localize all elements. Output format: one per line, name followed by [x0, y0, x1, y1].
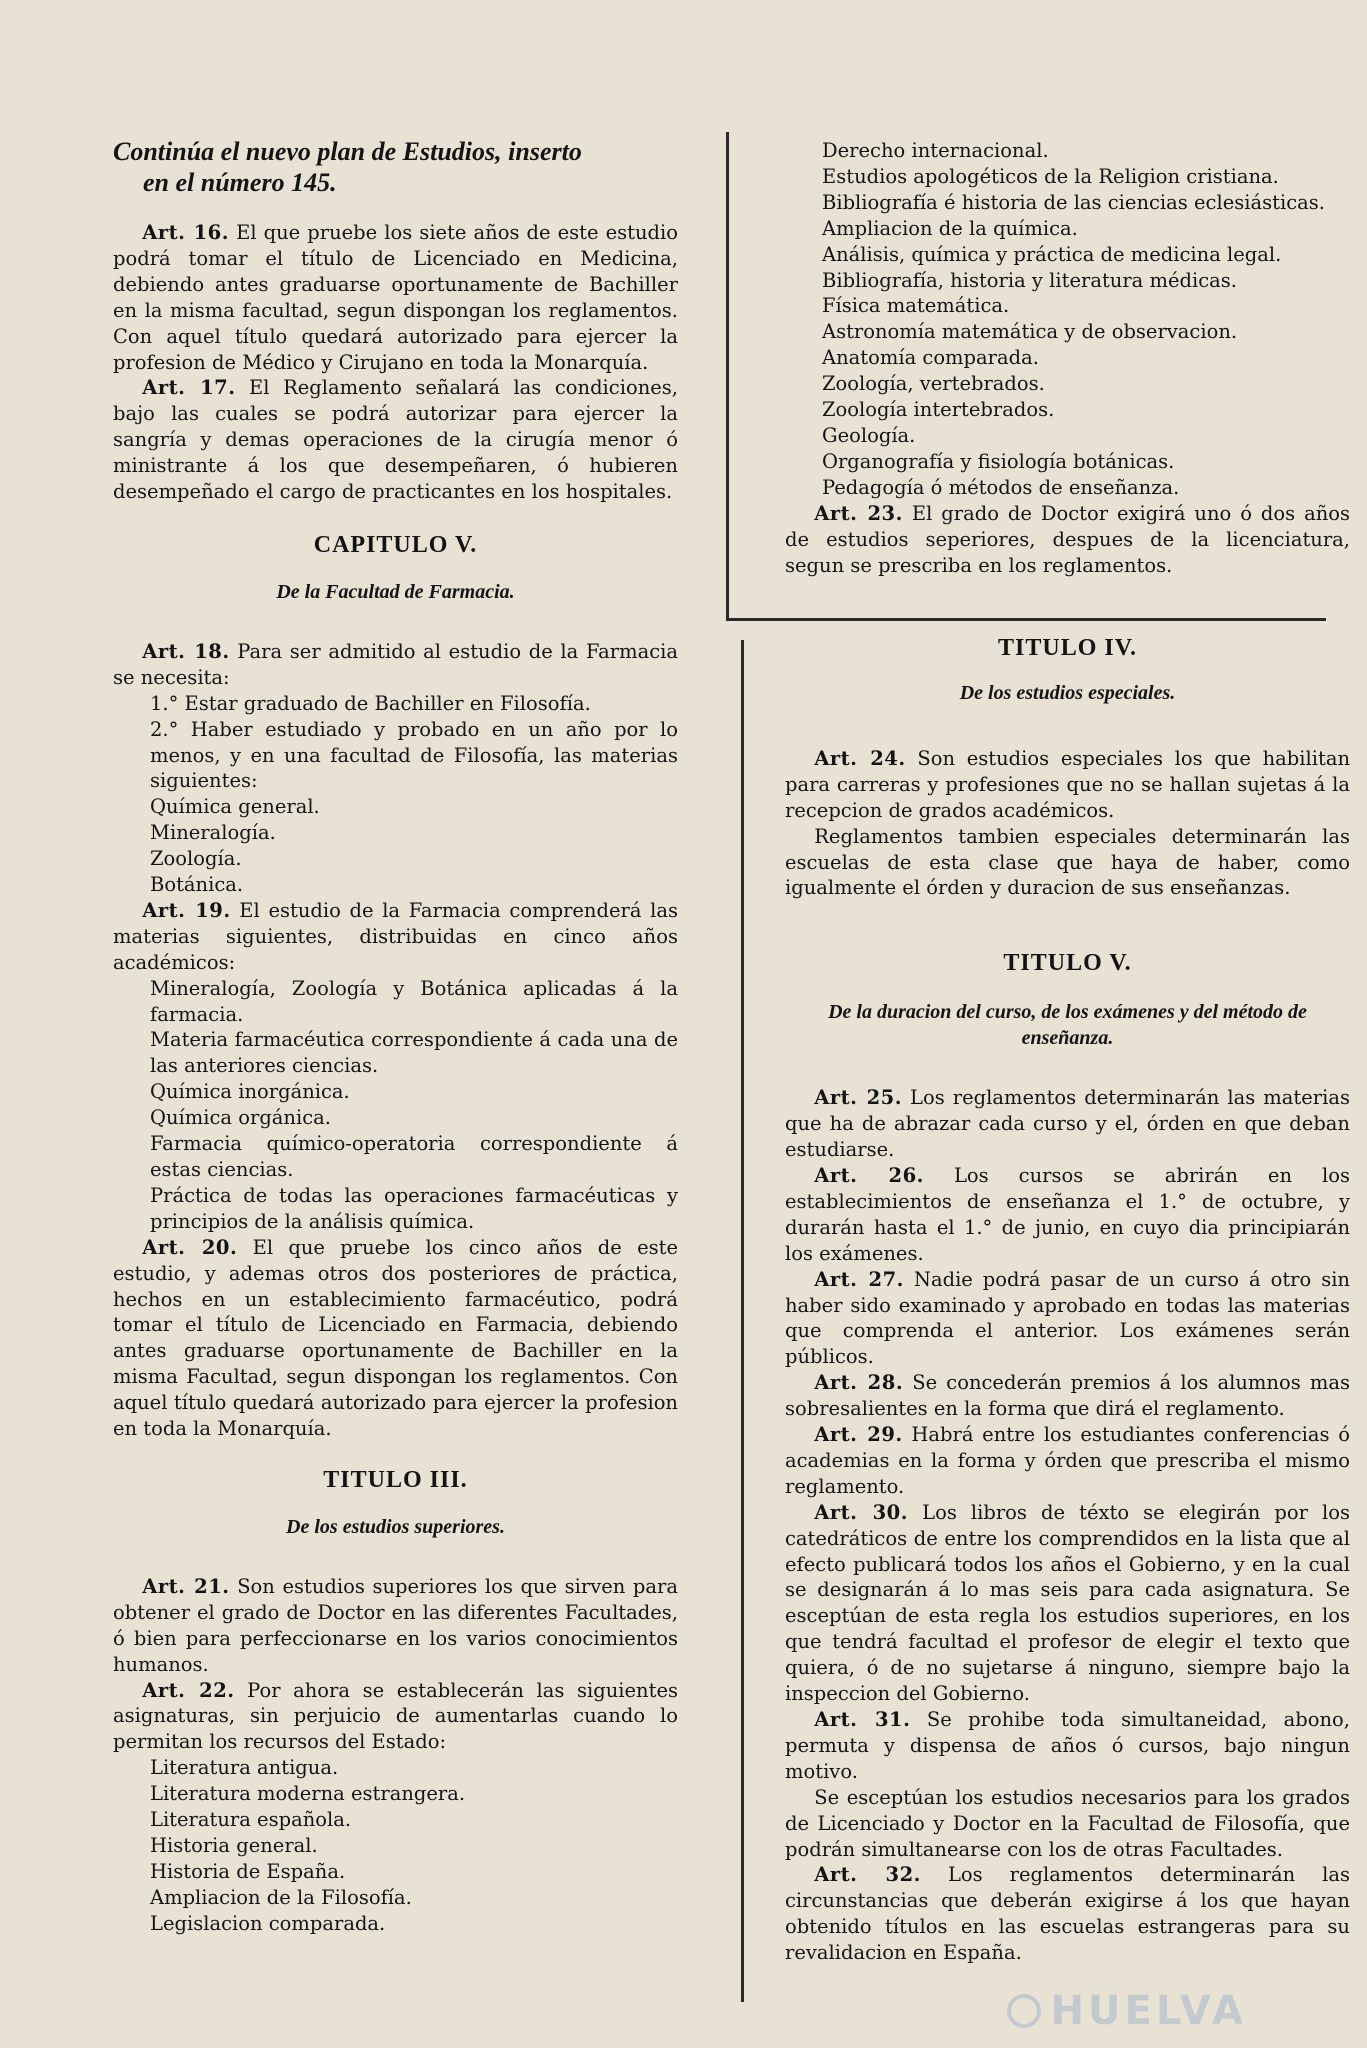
title-3-heading: TITULO III.	[323, 1466, 468, 1493]
article-paragraph	[113, 375, 678, 505]
article-paragraph	[113, 1678, 678, 1756]
header-line-1: Continúa el nuevo plan de Estudios, inserto	[113, 137, 582, 166]
list-item	[113, 1079, 678, 1105]
list-item	[785, 449, 1350, 475]
list-item	[785, 138, 1350, 164]
list-item	[113, 1755, 678, 1781]
article-paragraph	[113, 639, 678, 691]
left-section-3	[113, 1574, 678, 1937]
paragraph-text: Literatura española.	[150, 1808, 352, 1832]
list-item	[785, 164, 1350, 190]
paragraph-text: Astronomía matemática y de observacion.	[822, 320, 1238, 344]
title-5-subtitle: De la duracion del curso, de los exámenes y del método de enseñanza.	[828, 1001, 1307, 1050]
list-item	[113, 1807, 678, 1833]
paragraph-text: Mineralogía.	[150, 821, 276, 845]
list-item	[113, 717, 678, 795]
list-item	[113, 1833, 678, 1859]
list-item	[785, 397, 1350, 423]
article-paragraph	[785, 1500, 1350, 1707]
title-3-subtitle: De los estudios superiores.	[286, 1515, 505, 1538]
title-4-heading: TITULO IV.	[998, 635, 1137, 661]
article-number: Art. 29.	[814, 1423, 903, 1447]
paragraph-text: Anatomía comparada.	[822, 346, 1039, 370]
horizontal-rule	[726, 618, 1326, 621]
paragraph-text: Habrá entre los estudiantes conferencias ó academias en la forma y órden que prescriba el mismo reglamento.	[785, 1423, 1350, 1498]
paragraph-text: Estudios apologéticos de la Religion cristiana.	[822, 164, 1279, 188]
paragraph-text: Son estudios especiales los que habilitan para carreras y profesiones que no se hallan sujetas á la recepcion de grados académicos.	[785, 746, 1351, 822]
list-item	[113, 1131, 678, 1183]
paragraph-text: Se prohibe toda simultaneidad, abono, permuta y dispensa de años ó cursos, bajo ningun motivo.	[785, 1708, 1350, 1783]
list-item	[785, 371, 1350, 397]
right-column-bottom	[785, 636, 1350, 1966]
right-section-2	[785, 746, 1350, 901]
list-item	[785, 190, 1350, 216]
article-number: Art. 20.	[142, 1235, 238, 1259]
title-4-subtitle: De los estudios especiales.	[959, 681, 1176, 704]
article-number: Art. 19.	[142, 898, 231, 922]
article-paragraph	[785, 824, 1350, 902]
list-item	[113, 976, 678, 1028]
paragraph-text: 1.° Estar graduado de Bachiller en Filosofía.	[150, 691, 591, 715]
article-paragraph	[785, 1862, 1350, 1966]
list-item	[785, 293, 1350, 319]
chapter-heading: CAPITULO V.	[313, 531, 478, 558]
right-section-3	[785, 1085, 1350, 1966]
list-item	[113, 1911, 678, 1937]
article-paragraph	[113, 1235, 678, 1442]
paragraph-text: Química inorgánica.	[150, 1080, 350, 1104]
paragraph-text: Los reglamentos determinarán las circunstancias que deberán exigirse á los que hayan obtenido títulos en las escuelas estrangeras para su revalidacion en España.	[785, 1863, 1350, 1965]
paragraph-text: Zoología intertebrados.	[822, 398, 1055, 422]
archive-watermark	[1007, 1988, 1247, 2034]
list-item	[785, 242, 1350, 268]
article-paragraph	[785, 1785, 1350, 1863]
paragraph-text: Derecho internacional.	[822, 139, 1049, 162]
paragraph-text: Literatura antigua.	[150, 1756, 339, 1780]
paragraph-text: Física matemática.	[822, 294, 1010, 318]
paragraph-text: Botánica.	[150, 873, 244, 897]
list-item	[785, 423, 1350, 449]
column-divider-upper	[726, 132, 729, 618]
list-item	[113, 1859, 678, 1885]
list-item	[113, 820, 678, 846]
article-number: Art. 18.	[142, 639, 230, 663]
right-section-1	[785, 138, 1350, 578]
paragraph-text: El estudio de la Farmacia comprenderá las materias siguientes, distribuidas en cinco años académicos:	[113, 898, 678, 974]
right-column-top	[785, 138, 1350, 578]
article-number: Art. 28.	[814, 1371, 904, 1395]
paragraph-text: Para ser admitido al estudio de la Farmacia se necesita:	[113, 639, 678, 689]
list-item	[113, 794, 678, 820]
chapter-subtitle: De la Facultad de Farmacia.	[276, 580, 515, 603]
article-paragraph	[785, 1267, 1350, 1371]
paragraph-text: Los libros de téxto se elegirán por los catedráticos de entre los comprendidos en la lista que al efecto publicará todos los años el Gobierno, y en la cual se designarán á lo mas seis para cada asignatura. Se esceptúan de esta regla los estudios superiores, en los que tendrá facultad el profesor de elegir el texto que quiera, ó de no sujetarse á ninguno, siempre bajo la inspeccion del Gobierno.	[785, 1500, 1350, 1706]
article-number: Art. 31.	[814, 1708, 911, 1731]
article-number: Art. 25.	[814, 1086, 903, 1110]
paragraph-text: El que pruebe los siete años de este estudio podrá tomar el título de Licenciado en Medicina, debiendo antes graduarse oportunamente de Bachiller en la misma facultad, segun dispongan los reglamentos. Con aquel título quedará autorizado para ejercer la profesion de Médico y Cirujano en toda la Monarquía.	[113, 221, 678, 374]
paragraph-text: Mineralogía, Zoología y Botánica aplicadas á la farmacia.	[150, 976, 678, 1026]
paragraph-text: Farmacia químico-operatoria correspondiente á estas ciencias.	[150, 1132, 678, 1181]
paragraph-text: Zoología.	[150, 847, 242, 871]
article-paragraph	[785, 1422, 1350, 1500]
article-number: Art. 26.	[814, 1163, 924, 1187]
list-item	[785, 475, 1350, 501]
list-item	[113, 1781, 678, 1807]
paragraph-text: Ampliacion de la Filosofía.	[150, 1885, 412, 1909]
paragraph-text: Organografía y fisiología botánicas.	[822, 449, 1175, 473]
paragraph-text: Química general.	[150, 795, 320, 819]
paragraph-text: Son estudios superiores los que sirven para obtener el grado de Doctor en las diferentes Facultades, ó bien para perfeccionarse en los varios conocimientos humanos.	[113, 1574, 678, 1676]
article-number: Art. 32.	[814, 1863, 921, 1887]
paragraph-text: Química orgánica.	[150, 1106, 331, 1130]
paragraph-text: Los reglamentos determinarán las materias que ha de abrazar cada curso y el, órden en que deban estudiarse.	[785, 1086, 1350, 1162]
left-section-2	[113, 639, 678, 1442]
paragraph-text: 2.° Haber estudiado y probado en un año por lo menos, y en una facultad de Filosofía, las materias siguientes:	[150, 717, 678, 793]
article-number: Art. 24.	[814, 746, 906, 770]
list-item	[785, 319, 1350, 345]
paragraph-text: El grado de Doctor exigirá uno ó dos años de estudios seperiores, despues de la licenciatura, segun se prescriba en los reglamentos.	[785, 501, 1350, 577]
article-paragraph	[113, 220, 678, 375]
article-number: Art. 16.	[142, 221, 230, 244]
list-item	[113, 1105, 678, 1131]
paragraph-text: Nadie podrá pasar de un curso á otro sin haber sido examinado y aprobado en todas las materias que comprenda el anterior. Los exámenes serán públicos.	[785, 1267, 1350, 1369]
paragraph-text: Materia farmacéutica correspondiente á cada una de las anteriores ciencias.	[150, 1028, 678, 1078]
list-item	[785, 345, 1350, 371]
article-number: Art. 17.	[142, 376, 236, 400]
list-item	[113, 1027, 678, 1079]
paragraph-text: Pedagogía ó métodos de enseñanza.	[822, 475, 1180, 499]
list-item	[113, 846, 678, 872]
article-paragraph	[785, 1707, 1350, 1785]
title-5-heading: TITULO V.	[1003, 950, 1132, 977]
article-number: Art. 30.	[814, 1500, 909, 1524]
paragraph-text: Reglamentos tambien especiales determinarán las escuelas de esta clase que haya de haber, como igualmente el órden y duracion de sus enseñanzas.	[785, 824, 1350, 900]
article-paragraph	[113, 898, 678, 976]
article-paragraph	[785, 1163, 1350, 1267]
list-item	[113, 691, 678, 717]
article-paragraph	[785, 501, 1350, 579]
paragraph-text: Análisis, química y práctica de medicina legal.	[822, 242, 1282, 266]
article-paragraph	[785, 746, 1350, 824]
paragraph-text: Historia de España.	[150, 1859, 346, 1883]
paragraph-text: Bibliografía, historia y literatura médicas.	[822, 268, 1237, 292]
paragraph-text: Literatura moderna estrangera.	[150, 1782, 466, 1806]
article-paragraph	[113, 1574, 678, 1678]
paragraph-text: Legislacion comparada.	[150, 1911, 386, 1935]
list-item	[785, 216, 1350, 242]
left-section-1	[113, 220, 678, 505]
paragraph-text: Práctica de todas las operaciones farmacéuticas y principios de la análisis química.	[150, 1183, 678, 1233]
list-item	[113, 872, 678, 898]
paragraph-text: Los cursos se abrirán en los establecimientos de enseñanza el 1.° de octubre, y durarán hasta el 1.° de junio, en cuyo dia principiarán los exámenes.	[785, 1163, 1350, 1265]
paragraph-text: Se concederán premios á los alumnos mas sobresalientes en la forma que dirá el reglamento.	[785, 1371, 1350, 1421]
list-item	[785, 268, 1350, 294]
paragraph-text: El que pruebe los cinco años de este estudio, y ademas otros dos posteriores de práctica, hechos en un establecimiento farmacéutico, podrá tomar el título de Licenciado en Farmacia, debiendo antes graduarse oportunamente de Bachiller en la misma Facultad, segun dispongan los reglamentos. Con aquel título quedará autorizado para ejercer la profesion en toda la Monarquía.	[113, 1235, 678, 1441]
paragraph-text: Historia general.	[150, 1833, 318, 1857]
paragraph-text: Geología.	[822, 423, 916, 447]
list-item	[113, 1183, 678, 1235]
paragraph-text: Ampliacion de la química.	[822, 216, 1078, 240]
header-line-2: en el número 145.	[143, 168, 337, 197]
article-number: Art. 21.	[142, 1574, 230, 1598]
article-paragraph	[785, 1370, 1350, 1422]
archive-seal-icon	[1007, 1994, 1041, 2028]
paragraph-text: Se esceptúan los estudios necesarios para los grados de Licenciado y Doctor en la Facultad de Filosofía, que podrán simultanearse con los de otras Facultades.	[785, 1785, 1350, 1861]
paragraph-text: Bibliografía é historia de las ciencias eclesiásticas.	[822, 190, 1325, 214]
paragraph-text: Por ahora se establecerán las siguientes asignaturas, sin perjuicio de aumentarlas cuando lo permitan los recursos del Estado:	[113, 1678, 678, 1754]
column-divider-lower	[741, 640, 744, 2002]
continuation-header	[113, 136, 678, 198]
article-number: Art. 27.	[814, 1267, 904, 1291]
paragraph-text: Zoología, vertebrados.	[822, 372, 1045, 396]
list-item	[113, 1885, 678, 1911]
watermark-text: HUELVA	[1050, 1988, 1247, 2034]
article-number: Art. 23.	[814, 501, 903, 525]
left-column	[113, 136, 678, 1937]
paragraph-text: El Reglamento señalará las condiciones, bajo las cuales se podrá autorizar para ejercer la sangría y demas operaciones de la cirugía menor ó ministrante á los que desempeñaren, ó hubieren desempeñado el cargo de practicantes en los hospitales.	[113, 376, 678, 504]
article-paragraph	[785, 1085, 1350, 1163]
article-number: Art. 22.	[142, 1678, 235, 1702]
